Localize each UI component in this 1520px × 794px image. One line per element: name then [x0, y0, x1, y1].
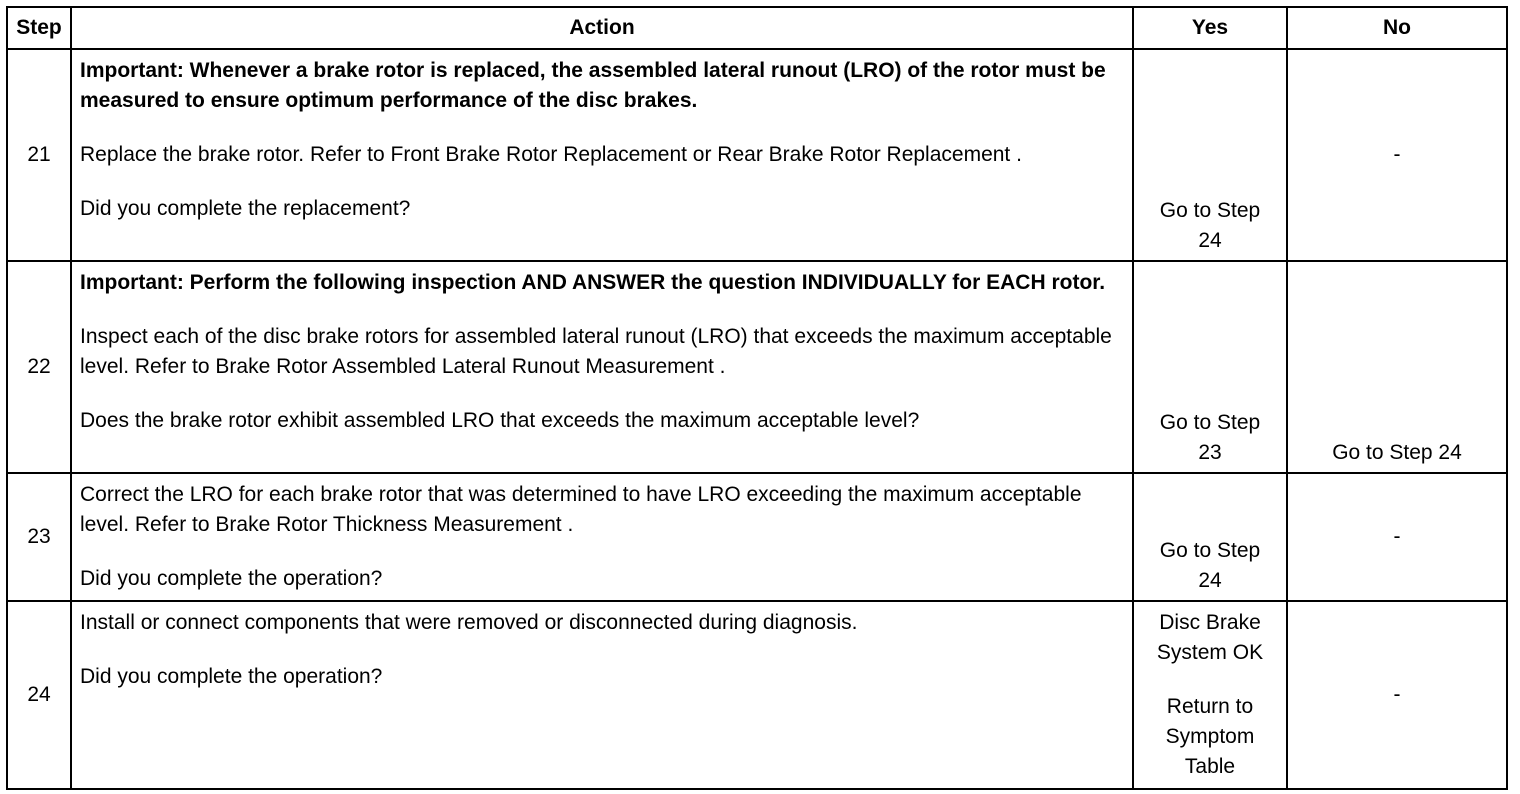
yes-cell	[1133, 261, 1287, 473]
no-cell: -	[1287, 49, 1507, 261]
yes-line: Symptom	[1165, 725, 1255, 748]
table-row	[7, 601, 1507, 789]
yes-cell	[1133, 473, 1287, 601]
yes-cell	[1133, 601, 1287, 789]
action-cell	[71, 601, 1133, 789]
header-yes: Yes	[1133, 7, 1287, 49]
step-number: 21	[7, 49, 71, 261]
yes-line: Go to Step	[1159, 199, 1261, 222]
instruction-text: Install or connect components that were removed or disconnected during diagnosis.	[80, 611, 858, 634]
yes-line: Go to Step	[1159, 539, 1261, 562]
question-text: Did you complete the replacement?	[80, 197, 411, 220]
no-cell: -	[1287, 601, 1507, 789]
yes-line: Table	[1184, 755, 1236, 778]
yes-line: Return to	[1166, 695, 1254, 718]
diagnostic-table	[6, 6, 1508, 790]
yes-line: System OK	[1156, 641, 1264, 664]
step-number: 23	[7, 473, 71, 601]
table-row	[7, 261, 1507, 473]
table-row	[7, 49, 1507, 261]
header-action: Action	[71, 7, 1133, 49]
table-header-row	[7, 7, 1507, 49]
yes-cell	[1133, 49, 1287, 261]
question-text: Did you complete the operation?	[80, 665, 383, 688]
important-note: Important: Perform the following inspection AND ANSWER the question INDIVIDUALLY for EACH rotor.	[80, 271, 1106, 294]
yes-line: 24	[1198, 229, 1222, 252]
instruction-text: Replace the brake rotor. Refer to Front Brake Rotor Replacement or Rear Brake Rotor Replacement .	[80, 143, 1022, 166]
action-cell	[71, 261, 1133, 473]
instruction-text: Correct the LRO for each brake rotor that was determined to have LRO exceeding the maximum acceptable level. Refer to Brake Rotor Thickness Measurement .	[80, 483, 1082, 536]
diagnostic-page	[6, 6, 1506, 788]
important-note: Important: Whenever a brake rotor is replaced, the assembled lateral runout (LRO) of the rotor must be measured to ensure optimum performance of the disc brakes.	[80, 59, 1106, 112]
instruction-text: Inspect each of the disc brake rotors for assembled lateral runout (LRO) that exceeds the maximum acceptable level. Refer to Brake Rotor Assembled Lateral Runout Measurement .	[80, 325, 1112, 378]
step-number: 24	[7, 601, 71, 789]
question-text: Does the brake rotor exhibit assembled LRO that exceeds the maximum acceptable level?	[80, 409, 920, 432]
table-row	[7, 473, 1507, 601]
header-step: Step	[7, 7, 71, 49]
no-cell: -	[1287, 473, 1507, 601]
header-no: No	[1287, 7, 1507, 49]
step-number: 22	[7, 261, 71, 473]
question-text: Did you complete the operation?	[80, 567, 383, 590]
yes-line: 24	[1198, 569, 1222, 592]
yes-line: 23	[1198, 441, 1222, 464]
action-cell	[71, 473, 1133, 601]
no-cell: Go to Step 24	[1287, 261, 1507, 473]
action-cell	[71, 49, 1133, 261]
yes-line: Go to Step	[1159, 411, 1261, 434]
yes-line: Disc Brake	[1159, 611, 1261, 634]
yes-spacer	[1134, 668, 1286, 692]
